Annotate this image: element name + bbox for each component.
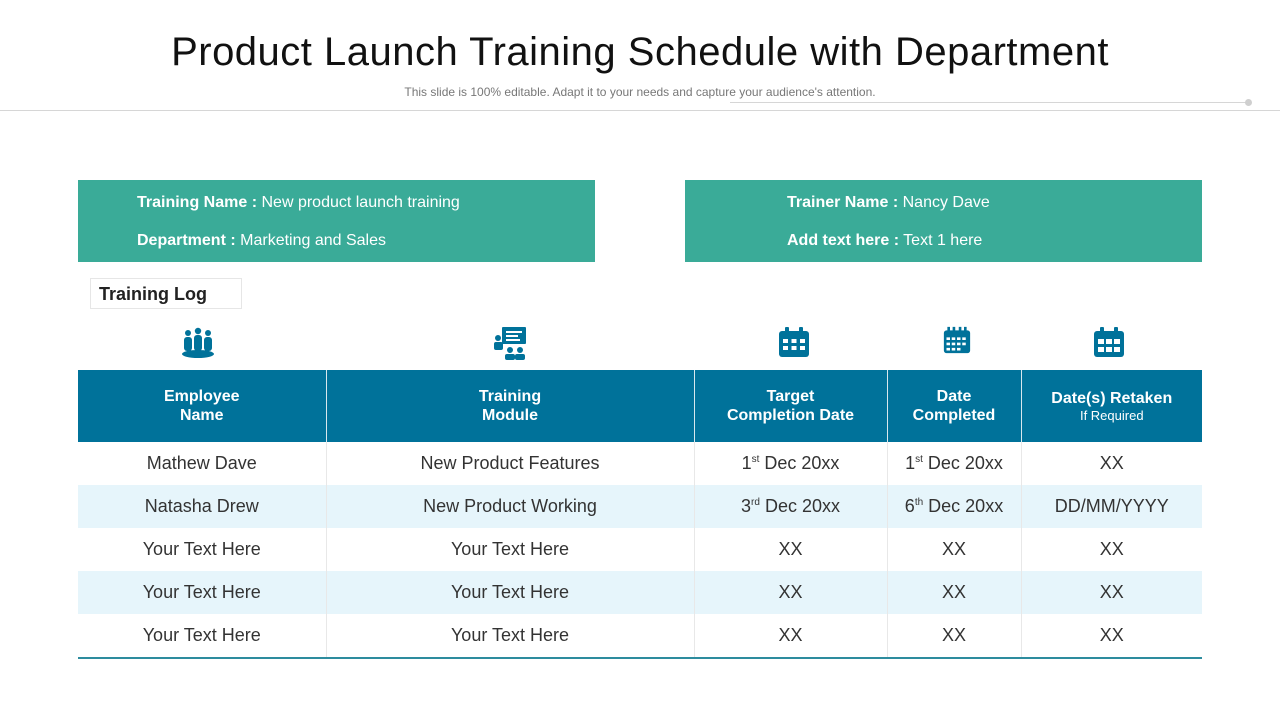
table-row bbox=[78, 442, 1202, 485]
trainer-name-label: Trainer Name : bbox=[787, 194, 899, 211]
trainer-info-box bbox=[685, 180, 1202, 262]
training-name-value: New product launch training bbox=[261, 194, 460, 211]
retaken-date-cell: XX bbox=[1021, 571, 1202, 614]
department-label: Department : bbox=[137, 232, 236, 249]
header-dates-retaken: Date(s) Retaken If Required bbox=[1021, 370, 1202, 442]
presentation-icon bbox=[493, 326, 527, 360]
table-row bbox=[78, 614, 1202, 658]
training-module-cell: New Product Features bbox=[326, 442, 694, 485]
calendar-icon bbox=[778, 326, 810, 358]
retaken-date-cell: XX bbox=[1099, 453, 1124, 473]
retaken-date-cell: XX bbox=[1099, 539, 1124, 559]
add-text-value: Text 1 here bbox=[903, 232, 983, 249]
training-module-cell: Your Text Here bbox=[326, 571, 694, 614]
header-employee-name: Employee Name bbox=[78, 370, 326, 442]
department-value: Marketing and Sales bbox=[240, 232, 386, 249]
target-date-cell: XX bbox=[694, 571, 887, 614]
retaken-date-cell: XX bbox=[1021, 614, 1202, 658]
employee-name-cell: Natasha Drew bbox=[78, 485, 326, 528]
target-date-cell: 1st Dec 20xx bbox=[694, 442, 887, 485]
retaken-date-cell: DD/MM/YYYY bbox=[1021, 485, 1202, 528]
employee-name-cell: Your Text Here bbox=[78, 528, 326, 571]
header-target-completion-date: Target Completion Date bbox=[694, 370, 887, 442]
table-header-row bbox=[78, 370, 1202, 442]
add-text-line bbox=[787, 232, 982, 250]
training-info-box bbox=[78, 180, 595, 262]
target-date-cell: XX bbox=[694, 528, 887, 571]
training-log-label: Training Log bbox=[90, 278, 242, 309]
calendar-icon bbox=[943, 326, 971, 354]
department-line bbox=[137, 232, 386, 250]
people-group-icon bbox=[181, 326, 215, 360]
header-training-module: Training Module bbox=[326, 370, 694, 442]
completed-date-cell: XX bbox=[887, 528, 1021, 571]
training-name-line bbox=[137, 194, 460, 212]
add-text-label: Add text here : bbox=[787, 232, 900, 249]
divider-line bbox=[730, 102, 1250, 103]
table-row bbox=[78, 528, 1202, 571]
target-date-cell: 3rd Dec 20xx bbox=[694, 485, 887, 528]
completed-date-cell: XX bbox=[887, 614, 1021, 658]
header-divider bbox=[0, 110, 1280, 111]
divider-dot bbox=[1245, 99, 1252, 106]
training-log-table bbox=[78, 370, 1202, 659]
employee-name-cell: Your Text Here bbox=[78, 571, 326, 614]
completed-date-cell: 1st Dec 20xx bbox=[887, 442, 1021, 485]
completed-date-cell: 6th Dec 20xx bbox=[887, 485, 1021, 528]
slide-title: Product Launch Training Schedule with Department bbox=[171, 30, 1109, 74]
training-name-label: Training Name : bbox=[137, 194, 258, 211]
employee-name-cell: Your Text Here bbox=[78, 614, 326, 658]
header-date-completed: Date Completed bbox=[887, 370, 1021, 442]
trainer-name-value: Nancy Dave bbox=[902, 194, 990, 211]
training-module-cell: New Product Working bbox=[326, 485, 694, 528]
slide-subtitle: This slide is 100% editable. Adapt it to your needs and capture your audience's attention. bbox=[404, 85, 876, 99]
table-row bbox=[78, 571, 1202, 614]
trainer-name-line bbox=[787, 194, 990, 212]
calendar-icon bbox=[1093, 326, 1125, 358]
training-module-cell: Your Text Here bbox=[326, 528, 694, 571]
table-row bbox=[78, 485, 1202, 528]
training-module-cell: Your Text Here bbox=[326, 614, 694, 658]
target-date-cell: XX bbox=[694, 614, 887, 658]
employee-name-cell: Mathew Dave bbox=[78, 442, 326, 485]
completed-date-cell: XX bbox=[887, 571, 1021, 614]
